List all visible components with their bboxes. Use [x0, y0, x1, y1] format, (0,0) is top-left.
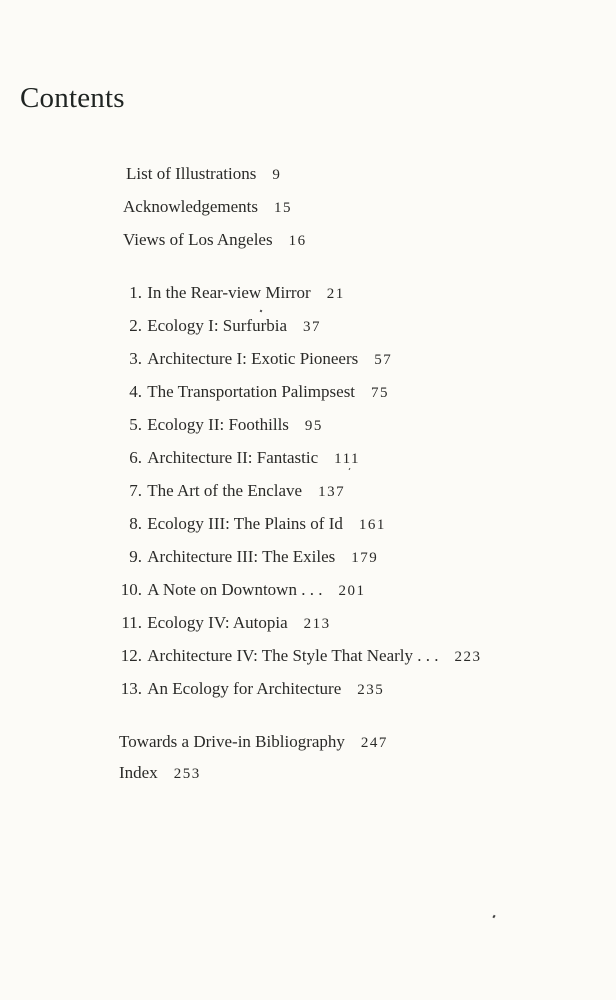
toc-entry-title: Views of Los Angeles — [123, 230, 273, 249]
chapter-page: 37 — [303, 319, 321, 335]
toc-entry-index[interactable] — [118, 763, 201, 784]
chapter-title: A Note on Downtown . . . — [147, 580, 323, 599]
chapter-page: 95 — [304, 418, 323, 434]
chapter-title: Ecology IV: Autopia — [147, 613, 288, 632]
toc-chapter-7[interactable] — [116, 481, 345, 502]
toc-entry-bibliography[interactable] — [118, 732, 388, 753]
chapter-number: 7. — [129, 481, 142, 500]
chapter-page: 179 — [351, 550, 379, 566]
chapter-number: 5. — [129, 415, 142, 434]
chapter-page: 21 — [326, 286, 345, 302]
toc-chapter-8[interactable] — [116, 514, 386, 535]
toc-entry-title: Index — [119, 763, 158, 782]
toc-entry-page: 15 — [274, 200, 293, 216]
scan-speck — [492, 915, 495, 919]
toc-chapter-9[interactable] — [116, 547, 378, 568]
toc-entry-title: List of Illustrations — [126, 164, 257, 183]
scan-speck — [260, 310, 263, 313]
chapter-page: 75 — [371, 385, 390, 401]
toc-entry-views-of-los-angeles[interactable] — [122, 230, 307, 251]
chapter-title: In the Rear-view Mirror — [147, 283, 311, 302]
chapter-number: 4. — [129, 382, 142, 401]
toc-entry-page: 247 — [360, 735, 388, 751]
chapter-page: 161 — [358, 517, 386, 533]
toc-entry-acknowledgements[interactable] — [122, 197, 292, 218]
chapter-page: 235 — [357, 682, 385, 698]
chapter-number: 1. — [129, 283, 142, 302]
chapter-page: 213 — [303, 616, 331, 632]
toc-chapter-5[interactable] — [116, 415, 323, 436]
chapter-page: 201 — [338, 583, 366, 599]
toc-entry-page: 253 — [173, 766, 201, 782]
chapter-page: 57 — [374, 352, 393, 368]
toc-entry-page: 9 — [272, 167, 282, 183]
toc-chapter-11[interactable] — [116, 613, 331, 634]
chapter-title: Ecology I: Surfurbia — [147, 316, 287, 335]
toc-chapter-10[interactable] — [116, 580, 365, 601]
toc-chapter-1[interactable] — [116, 283, 345, 304]
chapter-title: Architecture IV: The Style That Nearly . . . — [147, 646, 439, 665]
chapter-title: Architecture I: Exotic Pioneers — [147, 349, 359, 368]
toc-chapter-2[interactable] — [116, 316, 321, 337]
toc-entry-list-of-illustrations[interactable] — [125, 164, 281, 185]
toc-chapter-12[interactable] — [116, 646, 482, 667]
toc-chapter-3[interactable] — [116, 349, 392, 370]
chapter-title: Ecology III: The Plains of Id — [147, 514, 343, 533]
chapter-title: Ecology II: Foothills — [147, 415, 289, 434]
chapter-number: 8. — [129, 514, 142, 533]
page-title: Contents — [20, 82, 125, 114]
chapter-number: 6. — [129, 448, 142, 467]
chapter-title: The Art of the Enclave — [147, 481, 303, 500]
toc-entry-title: Acknowledgements — [123, 197, 259, 216]
chapter-number: 2. — [129, 316, 142, 335]
scan-speck — [349, 468, 351, 470]
chapter-number: 13. — [120, 679, 142, 698]
chapter-title: An Ecology for Architecture — [147, 679, 342, 698]
chapter-page: 137 — [318, 484, 346, 500]
toc-entry-page: 16 — [288, 233, 307, 249]
chapter-title: The Transportation Palimpsest — [147, 382, 356, 401]
chapter-number: 10. — [120, 580, 142, 599]
chapter-title: Architecture III: The Exiles — [147, 547, 336, 566]
toc-chapter-13[interactable] — [116, 679, 384, 700]
toc-chapter-4[interactable] — [116, 382, 389, 403]
toc-entry-title: Towards a Drive-in Bibliography — [119, 732, 345, 751]
chapter-number: 3. — [129, 349, 142, 368]
chapter-number: 12. — [120, 646, 142, 665]
chapter-page: 223 — [454, 649, 482, 665]
chapter-number: 9. — [129, 547, 142, 566]
chapter-title: Architecture II: Fantastic — [147, 448, 319, 467]
toc-chapter-6[interactable] — [116, 448, 360, 469]
chapter-page: 111 — [334, 451, 361, 467]
chapter-number: 11. — [121, 613, 142, 632]
